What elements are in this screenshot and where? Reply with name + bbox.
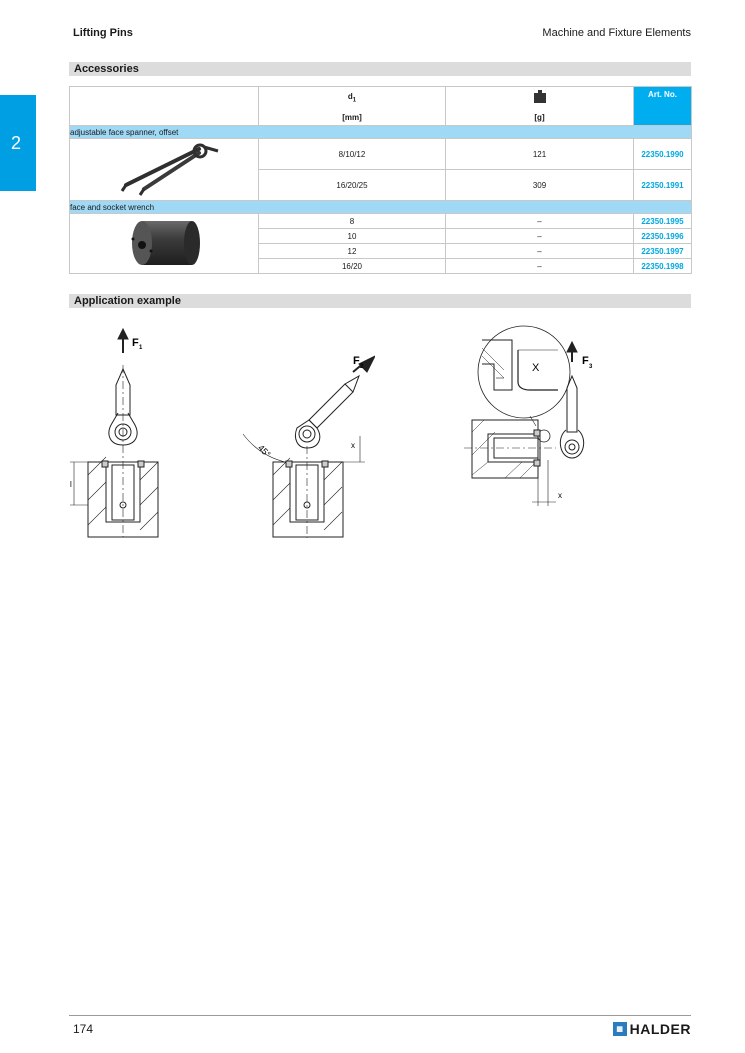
cell-d1: 10	[259, 229, 446, 244]
weight-icon	[534, 90, 546, 104]
logo-mark-icon: ▦	[613, 1022, 627, 1036]
application-drawing-angled	[235, 350, 375, 540]
label-x: x	[558, 491, 562, 500]
face-spanner-image	[104, 141, 224, 196]
cell-art-no[interactable]: 22350.1995	[634, 214, 692, 229]
header-category: Machine and Fixture Elements	[542, 27, 691, 39]
header-image-cell	[70, 87, 259, 126]
application-drawing-lateral	[460, 320, 610, 510]
brand-logo	[613, 1021, 691, 1037]
label-f1-sub: 1	[139, 345, 143, 351]
d1-unit: [mm]	[342, 113, 362, 122]
cell-d1: 16/20/25	[259, 170, 446, 201]
cell-d1: 16/20	[259, 259, 446, 274]
application-heading: Application example	[69, 294, 691, 308]
weight-unit: [g]	[534, 113, 545, 122]
cell-art-no[interactable]: 22350.1998	[634, 259, 692, 274]
label-f1: F	[132, 337, 139, 349]
cell-weight: –	[446, 244, 634, 259]
cell-art-no[interactable]: 22350.1997	[634, 244, 692, 259]
cell-weight: 121	[446, 139, 634, 170]
label-f2-sub: 2	[360, 364, 364, 370]
cell-weight: 309	[446, 170, 634, 201]
label-f3: F	[582, 355, 589, 367]
cell-art-no[interactable]: 22350.1996	[634, 229, 692, 244]
brand-name: HALDER	[629, 1021, 691, 1037]
application-drawing-vertical	[66, 325, 166, 540]
label-f2: F	[353, 355, 360, 367]
label-f3-sub: 3	[589, 364, 593, 370]
footer-divider	[69, 1015, 691, 1016]
group-row-spanner	[70, 126, 692, 139]
label-l: l	[70, 480, 72, 489]
accessories-table	[69, 86, 692, 274]
group-label: adjustable face spanner, offset	[70, 126, 692, 139]
chapter-tab[interactable]	[0, 95, 36, 191]
header-d1	[259, 87, 446, 126]
d1-symbol: d	[347, 92, 353, 101]
cell-art-no[interactable]: 22350.1990	[634, 139, 692, 170]
table-row	[70, 214, 692, 229]
label-detail-x: X	[532, 362, 540, 374]
table-header-row	[70, 87, 692, 126]
cell-weight: –	[446, 229, 634, 244]
cell-d1: 8	[259, 214, 446, 229]
chapter-number: 2	[11, 133, 22, 153]
spanner-image-cell	[70, 139, 259, 201]
label-angle: 45°	[255, 442, 273, 460]
cell-weight: –	[446, 214, 634, 229]
header-title: Lifting Pins	[73, 27, 133, 39]
page-number: 174	[73, 1022, 94, 1036]
header-weight	[446, 87, 634, 126]
cell-weight: –	[446, 259, 634, 274]
group-label: face and socket wrench	[70, 201, 692, 214]
cell-d1: 12	[259, 244, 446, 259]
table-row	[70, 139, 692, 170]
cell-art-no[interactable]: 22350.1991	[634, 170, 692, 201]
header-art-no: Art. No.	[634, 87, 692, 126]
cell-d1: 8/10/12	[259, 139, 446, 170]
group-row-wrench	[70, 201, 692, 214]
accessories-heading: Accessories	[69, 62, 691, 76]
socket-wrench-image	[124, 215, 204, 271]
d1-subscript: 1	[352, 97, 357, 104]
wrench-image-cell	[70, 214, 259, 274]
label-x: x	[351, 441, 355, 450]
